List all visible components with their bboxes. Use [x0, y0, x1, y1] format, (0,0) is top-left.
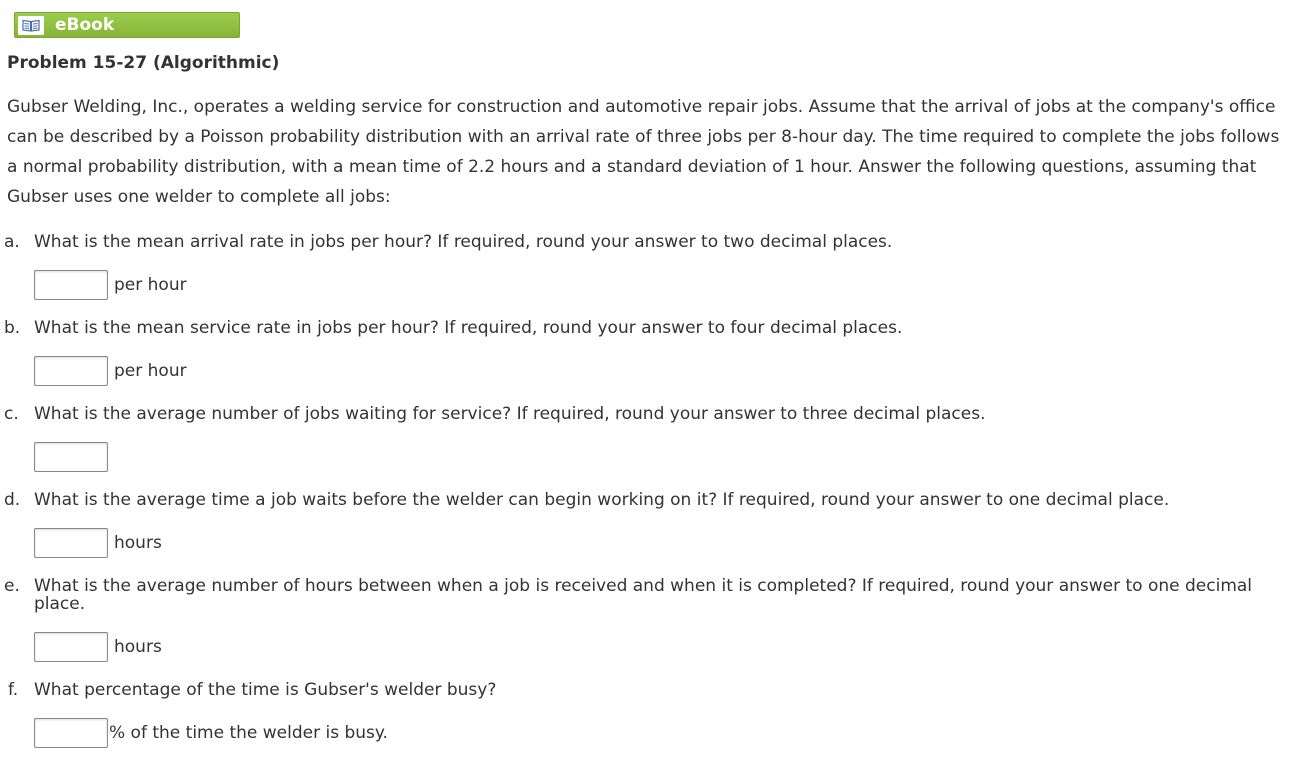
question-letter: f.: [8, 680, 19, 700]
answer-input-d[interactable]: [34, 528, 108, 558]
answer-input-a[interactable]: [34, 270, 108, 300]
problem-intro: Gubser Welding, Inc., operates a welding service for construction and automotive repair jobs. Assume that the arrival of jobs at the company's office can be described by a Poisson probability distribution with an arrival rate of three jobs per 8-hour day. The time required to complete the jobs follows a normal probability distribution, with a mean time of 2.2 hours and a standard deviation of 1 hour. Answer the following questions, assuming that Gubser uses one welder to complete all jobs:: [7, 97, 1280, 207]
question-text: What is the average number of jobs waiting for service? If required, round your answer to three decimal places.: [34, 404, 986, 424]
answer-unit: % of the time the welder is busy.: [109, 723, 388, 743]
answer-unit: per hour: [114, 275, 187, 295]
answer-input-b[interactable]: [34, 356, 108, 386]
answer-input-e[interactable]: [34, 632, 108, 662]
question-text: What percentage of the time is Gubser's welder busy?: [34, 680, 497, 700]
open-book-icon: [18, 16, 44, 35]
answer-unit: hours: [114, 637, 162, 657]
answer-unit: per hour: [114, 361, 187, 381]
question-text: What is the average time a job waits before the welder can begin working on it? If required, round your answer to one decimal place.: [34, 490, 1170, 510]
ebook-label: eBook: [55, 15, 115, 35]
problem-title: Problem 15-27 (Algorithmic): [7, 53, 280, 73]
question-letter: d.: [4, 490, 21, 510]
answer-unit: hours: [114, 533, 162, 553]
question-letter: a.: [4, 232, 20, 252]
ebook-button[interactable]: [14, 12, 240, 38]
answer-input-c[interactable]: [34, 442, 108, 472]
question-text: What is the mean service rate in jobs per hour? If required, round your answer to four decimal places.: [34, 318, 903, 338]
question-text: What is the mean arrival rate in jobs per hour? If required, round your answer to two decimal places.: [34, 232, 893, 252]
question-letter: c.: [4, 404, 19, 424]
question-letter: b.: [4, 318, 21, 338]
question-letter: e.: [4, 576, 20, 596]
question-text: What is the average number of hours between when a job is received and when it is completed? If required, round your answer to one decimal place.: [34, 576, 1253, 614]
answer-input-f[interactable]: [34, 718, 108, 748]
